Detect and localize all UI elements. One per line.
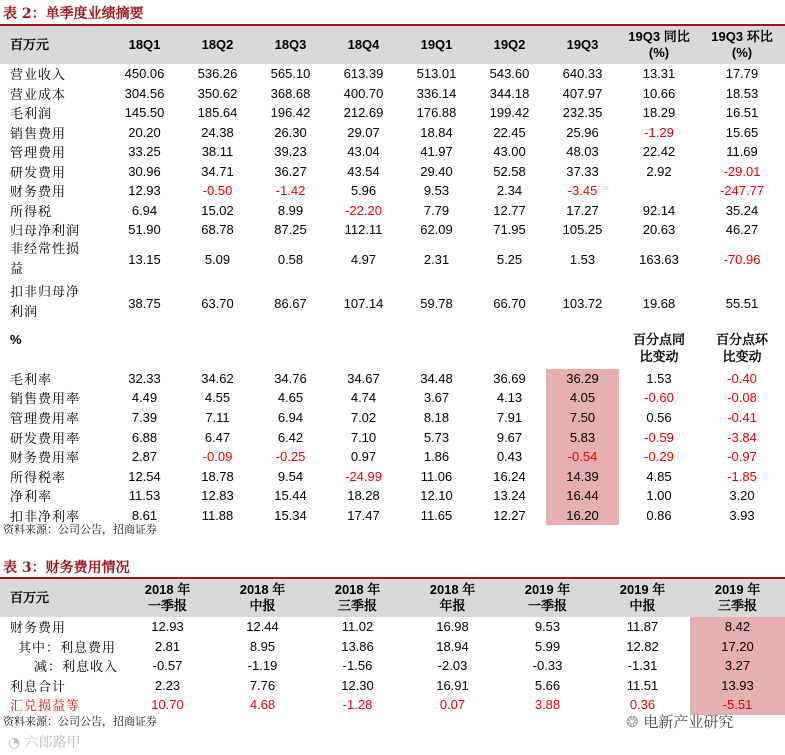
table-cell: 22.42 [642, 144, 676, 160]
table-cell: 613.39 [343, 66, 384, 82]
table-cell: 12.93 [128, 183, 161, 199]
table-cell: 35.24 [725, 202, 759, 218]
table-cell: 17.27 [566, 202, 599, 218]
column-header: 百分点环 比变动 [715, 331, 768, 364]
table-row [0, 84, 785, 104]
table-cell: 400.70 [343, 85, 384, 101]
table-cell: 33.25 [128, 144, 161, 160]
table-cell: 20.63 [642, 222, 676, 238]
table-cell: 12.93 [151, 619, 184, 635]
table3-source: 资料来源：公司公告，招商证券 [3, 715, 157, 728]
table-cell: 29.40 [420, 163, 453, 179]
table-cell: 11.02 [341, 619, 374, 635]
table-cell: 7.10 [350, 429, 377, 445]
table-cell: 7.39 [131, 409, 158, 425]
table-cell: 18.28 [347, 488, 380, 504]
table-cell: 199.42 [489, 105, 530, 121]
table-cell: 12.10 [420, 488, 453, 504]
table-cell: 1.53 [569, 252, 596, 267]
table-cell: 4.74 [350, 390, 377, 406]
table-cell: 3.67 [423, 390, 450, 406]
watermark-left-text: 六郎路甲 [24, 735, 81, 751]
row-label: 财务费用 [10, 185, 67, 201]
table-cell: 12.54 [128, 468, 161, 484]
column-header: 18Q3 [254, 26, 327, 64]
table-cell: 51.90 [128, 222, 161, 238]
table-cell: 4.97 [350, 252, 377, 267]
table-cell: -0.25 [275, 449, 306, 465]
table-cell: 7.02 [350, 409, 377, 425]
table-cell: 0.58 [277, 252, 304, 267]
table-cell: 0.97 [350, 449, 377, 465]
table-cell: 5.09 [204, 252, 231, 267]
row-label: 扣非净利率 [10, 509, 81, 525]
table-cell: 36.27 [274, 163, 307, 179]
table-cell: 52.58 [493, 163, 526, 179]
table-cell: 38.75 [128, 295, 161, 311]
table-cell: 15.44 [274, 488, 307, 504]
table-cell: 513.01 [416, 66, 457, 82]
table-cell: 6.94 [131, 202, 158, 218]
table-cell: 176.88 [416, 105, 457, 121]
table-cell: 1.53 [646, 370, 672, 386]
table-cell: 3.27 [690, 656, 785, 676]
column-header [108, 327, 181, 369]
table-cell: 10.70 [151, 697, 184, 713]
table-cell: 14.39 [546, 466, 619, 486]
table-cell: 3.88 [534, 697, 561, 713]
table-cell: 6.42 [277, 429, 304, 445]
table-cell: 5.66 [534, 677, 561, 693]
column-header [254, 327, 327, 369]
column-header: 百分点同 比变动 [632, 331, 685, 364]
table-header-row [0, 579, 785, 617]
table-cell: 18.53 [725, 85, 759, 101]
table-cell: 26.30 [274, 124, 307, 140]
table-cell: 0.56 [646, 409, 672, 425]
table-cell: 36.29 [546, 369, 619, 389]
table-cell: 11.87 [626, 619, 659, 635]
table-cell: 13.15 [128, 252, 161, 267]
table-cell: 92.14 [642, 202, 676, 218]
table-cell: 5.96 [350, 183, 377, 199]
table-row [0, 220, 785, 240]
table-cell: 2.31 [423, 252, 450, 267]
table-cell: 3.20 [729, 488, 755, 504]
table2-caption: 表 2：单季度业绩摘要 [3, 6, 144, 22]
column-header: 18Q4 [327, 26, 400, 64]
row-label: 所得税率 [10, 470, 67, 486]
table-cell: 7.91 [496, 409, 523, 425]
table-cell: 196.42 [270, 105, 311, 121]
table-cell: 3.93 [729, 507, 755, 523]
table-cell: 350.62 [197, 85, 238, 101]
table-cell: 16.24 [493, 468, 526, 484]
table-cell: -0.97 [727, 449, 757, 465]
table-cell: 0.07 [439, 697, 466, 713]
table-cell: 71.95 [493, 222, 526, 238]
table-cell: 407.97 [562, 85, 603, 101]
table-cell: 12.44 [246, 619, 279, 635]
table-cell: 7.11 [205, 409, 230, 425]
table-cell: 15.34 [274, 507, 307, 523]
row-label: 减：利息收入 [34, 660, 119, 676]
table-cell: 12.27 [493, 507, 526, 523]
table-row [0, 676, 785, 696]
table-cell: 11.51 [626, 677, 659, 693]
table-cell: 336.14 [416, 85, 457, 101]
table-cell: 22.45 [493, 124, 526, 140]
table-cell: 66.70 [493, 295, 526, 311]
row-label: 管理费用率 [10, 411, 81, 427]
table-cell: 1.86 [423, 449, 450, 465]
table-cell: 640.33 [562, 66, 603, 82]
table3-caption: 表 3：财务费用情况 [3, 560, 130, 576]
table-row [0, 181, 785, 201]
table-cell: 0.36 [629, 697, 656, 713]
table-cell: 232.35 [562, 105, 603, 121]
table-cell: 107.14 [343, 295, 384, 311]
table-cell: -2.03 [437, 658, 468, 674]
table-row [0, 388, 785, 408]
table-cell: 34.62 [201, 370, 234, 386]
table-cell: 41.97 [420, 144, 453, 160]
table-row [0, 637, 785, 657]
table-cell: 25.96 [566, 124, 599, 140]
table-cell: 16.91 [436, 677, 469, 693]
table-cell: 18.78 [201, 468, 234, 484]
table-cell: 68.78 [201, 222, 234, 238]
table-cell: 0.86 [646, 507, 672, 523]
table-row [0, 427, 785, 447]
table-cell: 17.47 [347, 507, 380, 523]
table-cell: 7.79 [423, 202, 450, 218]
table-row [0, 447, 785, 467]
table-row [0, 201, 785, 221]
table-row [0, 656, 785, 676]
table-cell: 5.99 [534, 638, 561, 654]
column-header: 19Q3 [546, 26, 619, 64]
table-cell: -0.33 [532, 658, 563, 674]
table-cell: 32.33 [128, 370, 161, 386]
row-label: 财务费用率 [10, 451, 81, 467]
column-header: 2019 年 一季报 [500, 579, 595, 617]
table-cell: 536.26 [197, 66, 238, 82]
watermark-right [626, 711, 733, 732]
table2 [0, 26, 785, 525]
table-row [0, 103, 785, 123]
table-cell: 15.02 [201, 202, 234, 218]
table-cell: 36.69 [493, 370, 526, 386]
table-cell: 11.06 [420, 468, 453, 484]
watermark-logo-icon: ◔ [8, 735, 21, 751]
table-cell: 304.56 [124, 85, 165, 101]
table-cell: 87.25 [274, 222, 307, 238]
table-cell: 565.10 [270, 66, 311, 82]
column-header: 19Q3 环比 (%) [699, 26, 785, 64]
table-cell: 2.81 [154, 638, 181, 654]
table-cell: 0.43 [496, 449, 523, 465]
table-cell: 7.50 [546, 408, 619, 428]
table-cell: 543.60 [489, 66, 530, 82]
row-label: 非经常性损 益 [10, 241, 81, 277]
table-cell: 8.61 [131, 507, 158, 523]
table-cell: -22.20 [345, 202, 382, 218]
table-cell: 15.65 [725, 124, 759, 140]
table-cell: 4.85 [646, 468, 672, 484]
table-row [0, 240, 785, 280]
table-cell: -0.29 [644, 449, 674, 465]
row-label: 研发费用 [10, 165, 67, 181]
table-cell: 2.34 [496, 183, 523, 199]
table-cell: 6.94 [277, 409, 304, 425]
table-cell: 12.30 [341, 677, 374, 693]
row-label: 所得税 [10, 204, 53, 220]
column-header: 2019 年 三季报 [690, 579, 785, 617]
table-cell: 8.18 [423, 409, 450, 425]
table-cell: 4.65 [277, 390, 304, 406]
table-cell: 16.44 [546, 486, 619, 506]
table3 [0, 579, 785, 715]
row-label: 毛利润 [10, 107, 53, 123]
table-cell: -1.28 [342, 697, 373, 713]
table-cell: 16.51 [725, 105, 759, 121]
table-header-row [0, 26, 785, 64]
table-row [0, 466, 785, 486]
table-row [0, 369, 785, 389]
header-label: % [10, 331, 23, 347]
table-cell: 5.25 [496, 252, 523, 267]
table-cell: 12.77 [493, 202, 526, 218]
table-cell: 30.96 [128, 163, 161, 179]
table-cell: -1.31 [627, 658, 658, 674]
table-cell: 4.13 [496, 390, 523, 406]
table-cell: 450.06 [124, 66, 165, 82]
table-cell: 11.88 [201, 507, 234, 523]
table-cell: 8.95 [249, 638, 276, 654]
table-cell: 37.33 [566, 163, 599, 179]
table-cell: 7.76 [249, 677, 276, 693]
table-cell: -1.29 [644, 124, 674, 140]
table-cell: 16.98 [436, 619, 469, 635]
column-header [546, 327, 619, 369]
table-cell: 1.00 [646, 488, 672, 504]
table-cell: 12.83 [201, 488, 234, 504]
column-header: 2018 年 一季报 [120, 579, 215, 617]
table-cell: -0.40 [727, 370, 757, 386]
column-header: 2018 年 年报 [405, 579, 500, 617]
column-header: 2019 年 中报 [595, 579, 690, 617]
table-cell: 368.68 [270, 85, 311, 101]
table-cell: 43.54 [347, 163, 380, 179]
table-cell: 9.53 [423, 183, 450, 199]
column-header: 2018 年 中报 [215, 579, 310, 617]
table-cell: 34.48 [420, 370, 453, 386]
watermark-right-text: 电新产业研究 [643, 713, 734, 731]
table-cell: 4.49 [131, 390, 158, 406]
table-cell: 9.53 [534, 619, 561, 635]
table-cell: 185.64 [197, 105, 238, 121]
table-cell: 8.99 [277, 202, 304, 218]
table-cell: 38.11 [201, 144, 234, 160]
table-cell: 6.47 [204, 429, 231, 445]
table-cell: -1.85 [727, 468, 757, 484]
table-cell: -3.45 [567, 183, 598, 199]
table-row [0, 617, 785, 637]
table-row [0, 408, 785, 428]
table-cell: 18.29 [642, 105, 676, 121]
row-label: 其中：利息费用 [18, 640, 117, 656]
table-cell: 39.23 [274, 144, 307, 160]
header-label: 百万元 [0, 26, 108, 64]
table-cell: 34.76 [274, 370, 307, 386]
table-cell: 20.20 [128, 124, 161, 140]
table-row [0, 64, 785, 84]
table-cell: -1.42 [275, 183, 306, 199]
table-cell: 86.67 [274, 295, 307, 311]
table-row [0, 162, 785, 182]
table-cell: 11.53 [128, 488, 161, 504]
table-cell: 55.51 [725, 295, 759, 311]
table-cell: 13.93 [690, 676, 785, 696]
row-label: 营业收入 [10, 68, 67, 84]
row-label: 管理费用 [10, 146, 67, 162]
table-cell: 59.78 [420, 295, 453, 311]
table-cell: 10.66 [642, 85, 676, 101]
table-cell: 103.72 [562, 295, 603, 311]
table-row [0, 486, 785, 506]
table-cell: -1.19 [247, 658, 278, 674]
column-header: 19Q3 同比 (%) [619, 26, 699, 64]
table-cell: 62.09 [420, 222, 453, 238]
row-label: 毛利率 [10, 372, 53, 388]
row-label: 销售费用 [10, 126, 67, 142]
column-header: 2018 年 三季报 [310, 579, 405, 617]
table-cell: 19.68 [642, 295, 676, 311]
column-header: 19Q1 [400, 26, 473, 64]
table2-source: 资料来源：公司公告，招商证券 [3, 523, 157, 536]
row-label: 财务费用 [10, 621, 67, 637]
column-header [181, 327, 254, 369]
table-cell: -5.51 [690, 695, 785, 715]
table-cell: 163.63 [639, 252, 679, 267]
table-cell: 16.20 [546, 506, 619, 526]
table-cell: 212.69 [343, 105, 384, 121]
table-cell: 11.65 [420, 507, 453, 523]
table-cell: 17.79 [725, 66, 759, 82]
table-cell: -29.01 [723, 163, 761, 179]
table-cell: -0.54 [546, 447, 619, 467]
wechat-icon: ❂ [626, 713, 639, 731]
row-label: 营业成本 [10, 87, 67, 103]
column-header [400, 327, 473, 369]
table-cell: -0.60 [644, 390, 674, 406]
watermark-left [8, 732, 81, 752]
table-cell: 9.54 [277, 468, 304, 484]
table-cell: 13.24 [493, 488, 526, 504]
table-cell: 63.70 [201, 295, 234, 311]
table-row [0, 123, 785, 143]
row-label: 汇兑损益等 [10, 699, 81, 715]
table-cell: 18.84 [420, 124, 453, 140]
ratio-header-row [0, 327, 785, 369]
row-label: 研发费用率 [10, 431, 81, 447]
table-cell: 17.20 [690, 637, 785, 657]
table-row [0, 142, 785, 162]
table-cell: 344.18 [489, 85, 530, 101]
table-cell: 11.69 [726, 144, 758, 160]
table-cell: 24.38 [201, 124, 234, 140]
column-header: 19Q2 [473, 26, 546, 64]
table-cell: -1.56 [342, 658, 373, 674]
table-cell: 48.03 [566, 144, 599, 160]
table-cell: 34.71 [201, 163, 234, 179]
table-cell: -247.77 [719, 183, 765, 199]
row-label: 销售费用率 [10, 392, 81, 408]
table-cell: -0.09 [202, 449, 233, 465]
column-header [473, 327, 546, 369]
table-cell: 29.07 [347, 124, 380, 140]
table-cell: 34.67 [347, 370, 380, 386]
table-cell: -0.41 [727, 409, 757, 425]
table-cell: 46.27 [725, 222, 759, 238]
table-cell: 13.86 [341, 638, 374, 654]
table-cell: 5.73 [423, 429, 450, 445]
table-cell: -24.99 [345, 468, 382, 484]
table-cell: 12.82 [626, 638, 659, 654]
table-cell: 2.87 [131, 449, 158, 465]
table-cell [619, 181, 699, 201]
table-cell: 9.67 [496, 429, 523, 445]
row-label: 利息合计 [10, 679, 67, 695]
column-header: 18Q1 [108, 26, 181, 64]
table-cell: 112.11 [344, 222, 383, 238]
table-row [0, 280, 785, 327]
table-cell: 2.92 [646, 163, 672, 179]
table-cell: 145.50 [124, 105, 165, 121]
header-label: 百万元 [0, 579, 120, 617]
row-label: 净利率 [10, 490, 53, 506]
table-cell: -0.50 [202, 183, 233, 199]
table-cell: 105.25 [562, 222, 603, 238]
table-cell: 43.00 [493, 144, 526, 160]
table-cell: -70.96 [723, 252, 761, 267]
row-label: 扣非归母净 利润 [10, 285, 81, 320]
table-cell: 43.04 [347, 144, 380, 160]
table-cell: 6.88 [131, 429, 158, 445]
table-cell: 4.05 [546, 388, 619, 408]
table-cell: -0.08 [727, 390, 757, 406]
table-cell: 18.94 [436, 638, 469, 654]
table-cell: 2.23 [154, 677, 181, 693]
table-cell: 4.68 [249, 697, 276, 713]
table-cell: -0.57 [152, 658, 183, 674]
table-cell: -0.59 [644, 429, 674, 445]
table-cell: 5.83 [546, 427, 619, 447]
column-header: 18Q2 [181, 26, 254, 64]
column-header [327, 327, 400, 369]
row-label: 归母净利润 [10, 224, 81, 240]
table-cell: 13.31 [642, 66, 676, 82]
table-cell: 8.42 [690, 617, 785, 637]
table-cell: 4.55 [204, 390, 231, 406]
table-cell: -3.84 [727, 429, 757, 445]
